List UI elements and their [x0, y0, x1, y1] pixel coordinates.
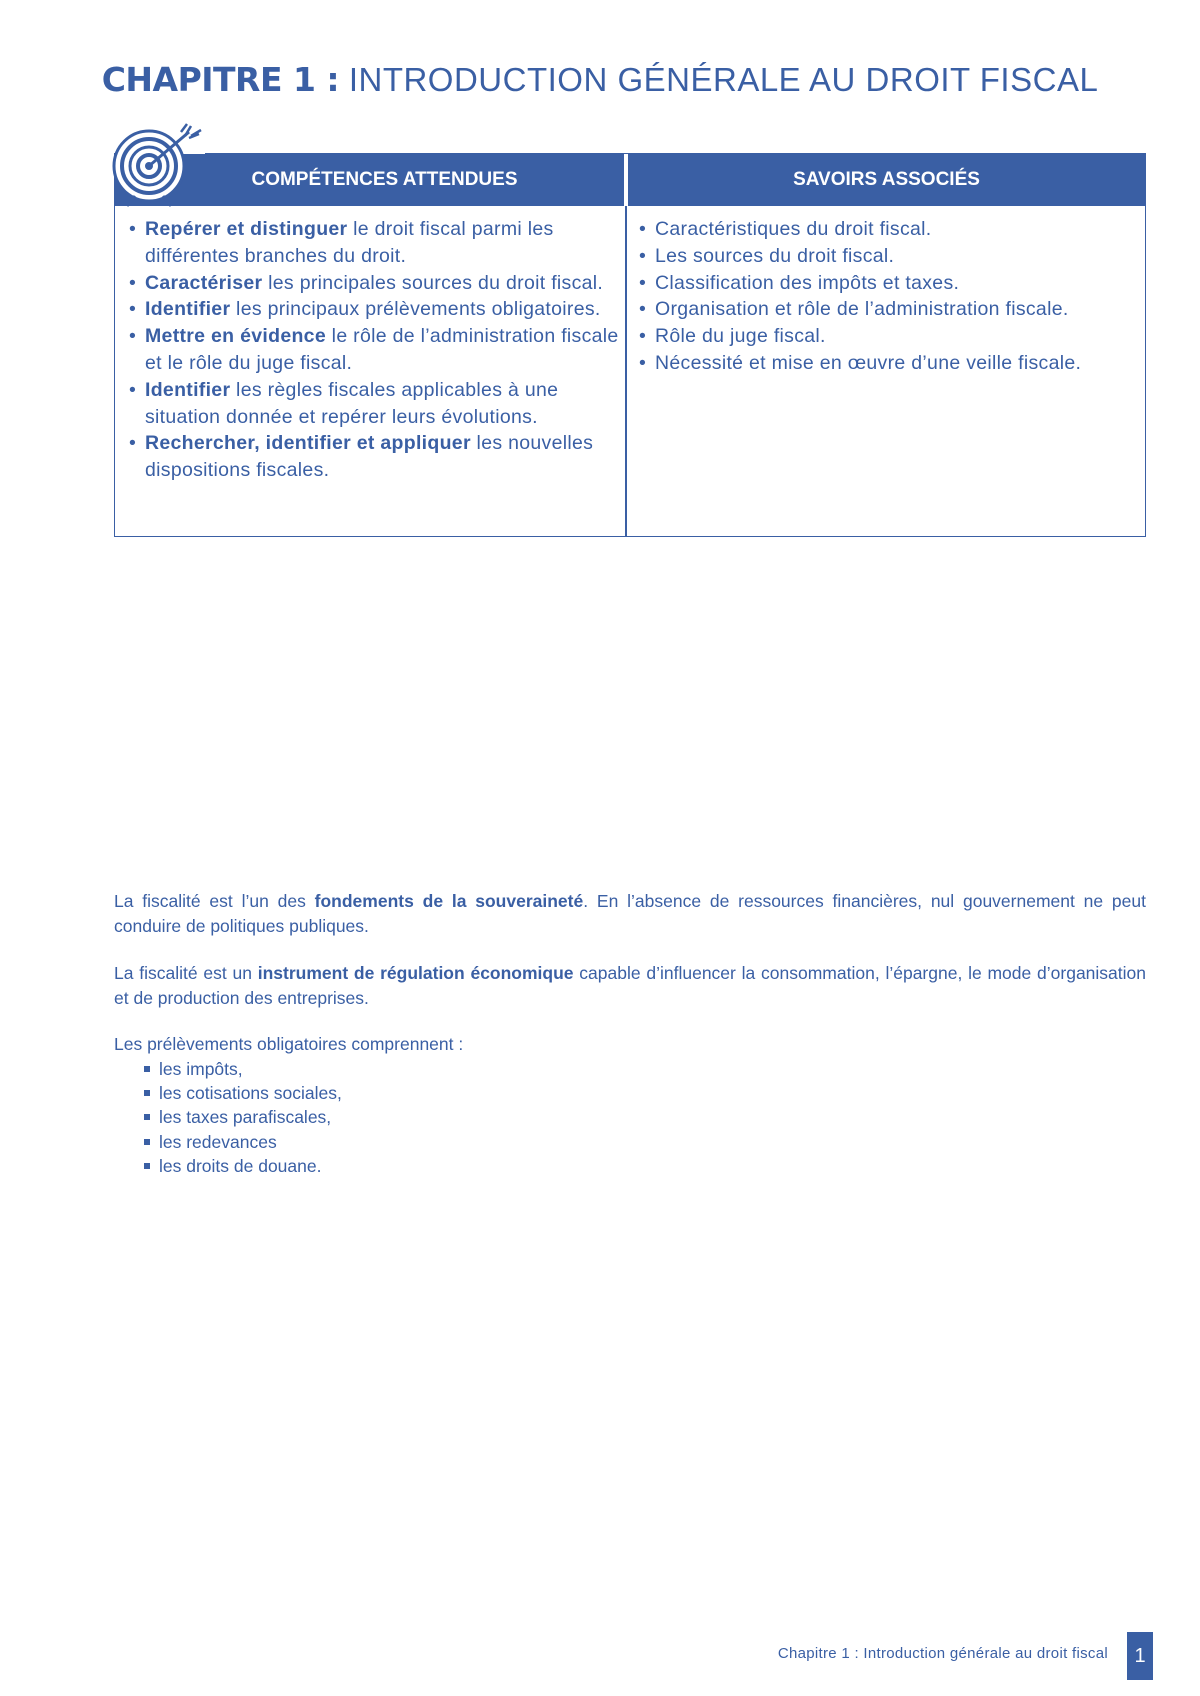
paragraph-regulation: [114, 961, 1146, 1011]
column-divider: [625, 206, 627, 536]
competence-text: les nouvelles dispositions fiscales.: [145, 432, 594, 482]
savoir-item: • Les sources du droit fiscal.: [639, 243, 1139, 270]
chapter-number: CHAPITRE 1 :: [101, 60, 340, 99]
savoir-item: • Caractéristiques du droit fiscal.: [639, 216, 1139, 243]
p1-bold: fondements de la souveraineté: [314, 891, 584, 911]
list-item: les taxes parafiscales,: [142, 1105, 342, 1129]
competence-verb: Caractériser: [145, 271, 263, 294]
p1-after: . En l’absence de ressources financières, nul gouvernement ne peut conduire de politiques publiques.: [114, 891, 1146, 936]
competence-item: [129, 377, 619, 431]
competences-table: [114, 153, 1146, 537]
paragraph-souverainete: [114, 889, 1146, 939]
p2-bold: instrument de régulation économique: [257, 963, 574, 983]
competence-item: [129, 216, 619, 270]
savoir-item: • Nécessité et mise en œuvre d’une veille fiscale.: [639, 350, 1139, 377]
page-number: [1127, 1632, 1153, 1680]
competence-item: [129, 430, 619, 484]
competence-verb: Identifier: [145, 378, 231, 401]
footer-chapter-label: Chapitre 1 : Introduction générale au droit fiscal: [777, 1645, 1108, 1662]
list-item: les cotisations sociales,: [142, 1081, 342, 1105]
prelevements-list: [142, 1057, 342, 1178]
savoirs-header-label: SAVOIRS ASSOCIÉS: [793, 169, 980, 190]
list-item: les redevances: [142, 1130, 342, 1154]
competence-text: les principaux prélèvements obligatoires.: [230, 298, 601, 321]
competence-verb: Mettre en évidence: [145, 325, 326, 348]
p2-after: capable d’influencer la consommation, l’épargne, le mode d’organisation et de production des entreprises.: [114, 963, 1146, 1008]
savoir-item: • Rôle du juge fiscal.: [639, 323, 1139, 350]
competence-text: le rôle de l’administration fiscale et le rôle du juge fiscal.: [145, 325, 619, 374]
savoir-item: • Classification des impôts et taxes.: [639, 270, 1139, 297]
competence-text: le droit fiscal parmi les différentes branches du droit.: [145, 218, 554, 267]
savoirs-list: [639, 216, 1139, 377]
competence-item: [129, 270, 619, 297]
competences-list: [129, 216, 619, 484]
chapter-heading: INTRODUCTION GÉNÉRALE AU DROIT FISCAL: [348, 61, 1099, 98]
competence-item: [129, 296, 619, 323]
competences-header-label: COMPÉTENCES ATTENDUES: [251, 169, 518, 190]
competence-item: [129, 323, 619, 377]
competence-verb: Repérer et distinguer: [145, 218, 348, 240]
competence-text: les principales sources du droit fiscal.: [262, 271, 604, 294]
paragraph-prelevements: Les prélèvements obligatoires comprennent :: [114, 1034, 464, 1054]
page-number-label: 1: [1134, 1644, 1146, 1667]
target-arrow-icon: [111, 122, 205, 208]
competence-verb: Identifier: [145, 298, 231, 321]
p2-before: La fiscalité est un: [114, 963, 258, 983]
list-item: les impôts,: [142, 1057, 342, 1081]
savoir-item: • Organisation et rôle de l’administration fiscale.: [639, 296, 1139, 323]
competence-text: les règles fiscales applicables à une situation donnée et repérer leurs évolutions.: [145, 378, 559, 428]
p1-before: La fiscalité est l’un des: [114, 891, 315, 911]
savoirs-header: [628, 154, 1145, 206]
competence-verb: Rechercher, identifier et appliquer: [145, 432, 471, 455]
list-item: les droits de douane.: [142, 1154, 342, 1178]
chapter-title: [0, 60, 1200, 99]
